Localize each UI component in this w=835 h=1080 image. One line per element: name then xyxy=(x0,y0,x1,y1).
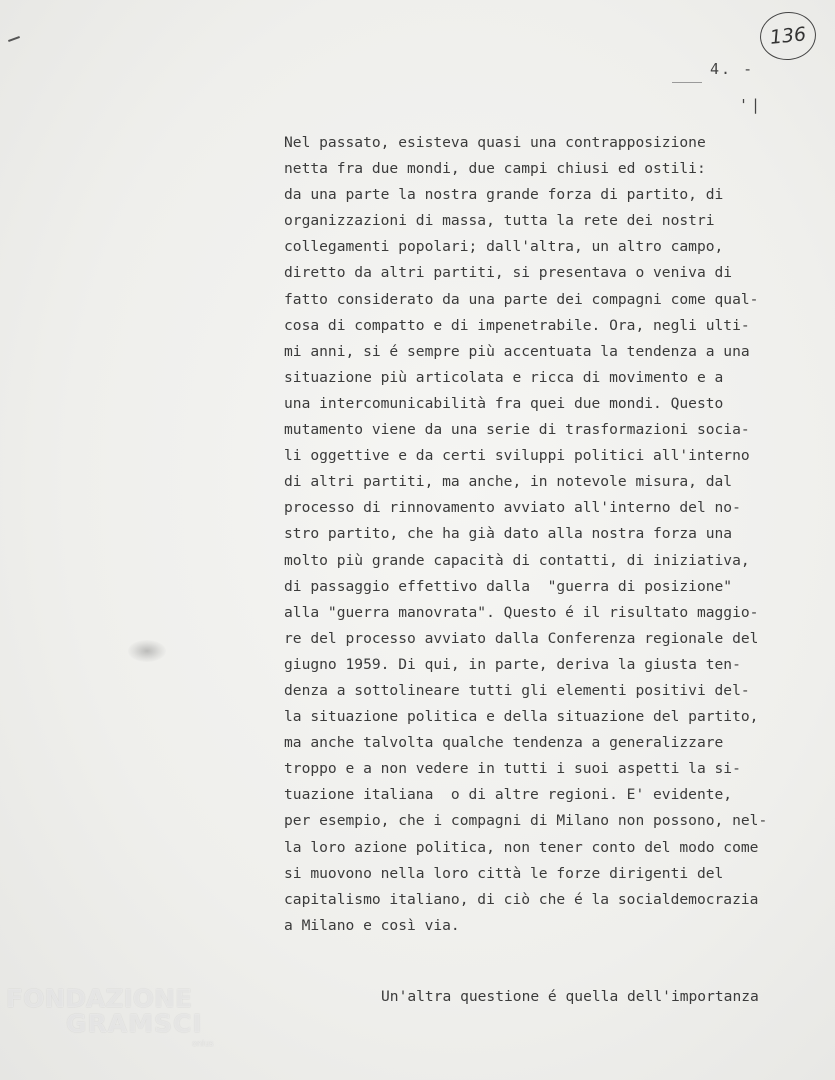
text-line: la situazione politica e della situazione del partito, xyxy=(284,708,759,726)
text-line: alla "guerra manovrata". Questo é il risultato maggio- xyxy=(284,603,759,621)
text-line: la loro azione politica, non tener conto del modo come xyxy=(284,838,759,856)
text-line: una intercomunicabilità fra quei due mondi. Questo xyxy=(284,394,724,412)
text-line: netta fra due mondi, due campi chiusi ed ostili: xyxy=(284,160,706,178)
text-line: si muovono nella loro città le forze dirigenti del xyxy=(284,864,724,882)
text-line: cosa di compatto e di impenetrabile. Ora, negli ulti- xyxy=(284,316,750,334)
archive-page-stamp-number: 136 xyxy=(768,23,808,49)
text-line: situazione più articolata e ricca di movimento e a xyxy=(284,368,724,386)
corner-pen-mark xyxy=(8,36,20,42)
text-line: re del processo avviato dalla Conferenza regionale del xyxy=(284,629,759,647)
text-line: stro partito, che ha già dato alla nostra forza una xyxy=(284,525,733,543)
typed-paragraph xyxy=(284,130,824,939)
text-line: mutamento viene da una serie di trasformazioni socia- xyxy=(284,421,750,439)
page-number-rule xyxy=(672,82,702,83)
text-line: da una parte la nostra grande forza di partito, di xyxy=(284,186,724,204)
text-line: giugno 1959. Di qui, in parte, deriva la giusta ten- xyxy=(284,655,741,673)
text-line: li oggettive e da certi sviluppi politici all'interno xyxy=(284,447,750,465)
text-line: tuazione italiana o di altre regioni. E' evidente, xyxy=(284,786,733,804)
text-line: capitalismo italiano, di ciò che é la socialdemocrazia xyxy=(284,890,759,908)
text-line: di passaggio effettivo dalla "guerra di posizione" xyxy=(284,577,733,595)
text-line: organizzazioni di massa, tutta la rete dei nostri xyxy=(284,212,715,230)
pen-tick-marks: ' | xyxy=(739,96,758,114)
text-line: di altri partiti, ma anche, in notevole misura, dal xyxy=(284,473,733,491)
text-line: fatto considerato da una parte dei compagni come qual- xyxy=(284,290,759,308)
text-line: Nel passato, esisteva quasi una contrapposizione xyxy=(284,134,706,151)
text-line: diretto da altri partiti, si presentava o veniva di xyxy=(284,264,733,282)
text-line: troppo e a non vedere in tutti i suoi aspetti la si- xyxy=(284,760,741,778)
watermark-line-1: FONDAZIONE xyxy=(6,984,193,1013)
text-line: processo di rinnovamento avviato all'interno del no- xyxy=(284,499,741,517)
text-line: ma anche talvolta qualche tendenza a generalizzare xyxy=(284,734,724,752)
text-line: a Milano e così via. xyxy=(284,916,460,934)
page-number: 4. - xyxy=(710,60,755,78)
next-paragraph-line: Un'altra questione é quella dell'importanza xyxy=(381,988,759,1005)
text-line: per esempio, che i compagni di Milano non possono, nel- xyxy=(284,812,768,830)
text-line: denza a sottolineare tutti gli elementi positivi del- xyxy=(284,681,750,699)
foundation-watermark-logo xyxy=(6,984,214,1048)
text-line: molto più grande capacità di contatti, di iniziativa, xyxy=(284,551,750,569)
text-line: collegamenti popolari; dall'altra, un altro campo, xyxy=(284,238,724,256)
ink-smudge xyxy=(128,640,166,662)
archive-page-stamp xyxy=(758,9,819,63)
watermark-line-2: GRAMSCI xyxy=(66,1009,203,1038)
text-line: mi anni, si é sempre più accentuata la tendenza a una xyxy=(284,342,750,360)
watermark-small-text: onlus xyxy=(192,1039,214,1048)
